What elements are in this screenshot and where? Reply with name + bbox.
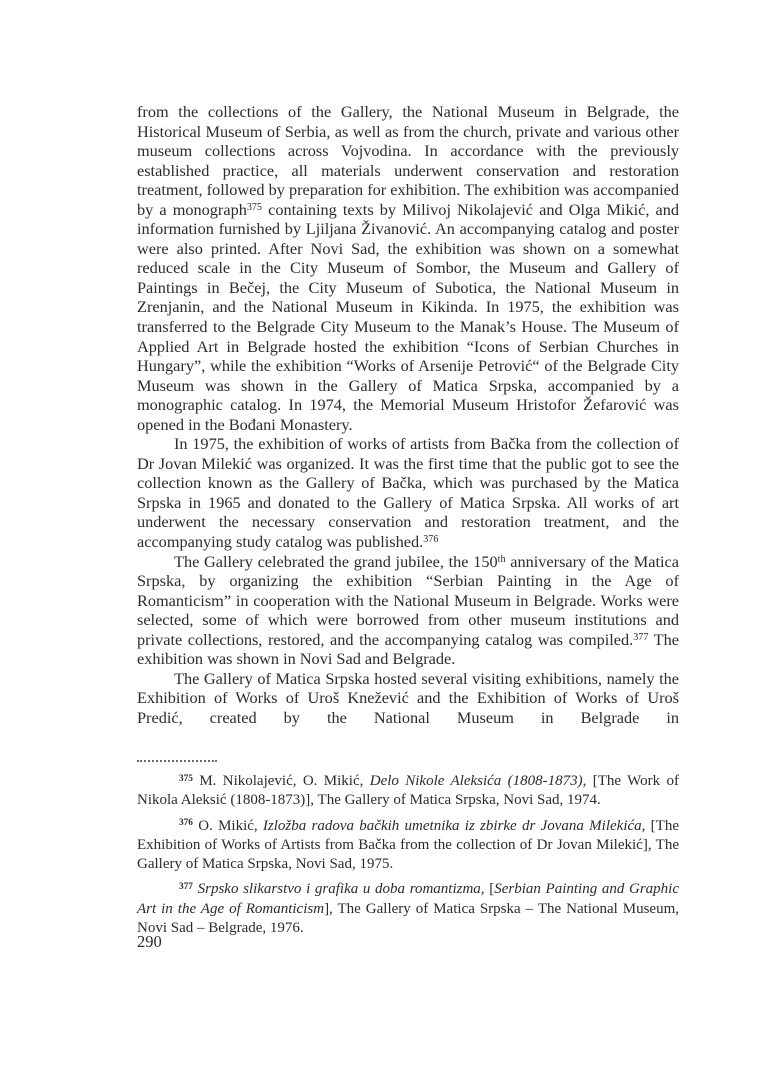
- text-run: The Gallery celebrated the grand jubilee, the 150: [174, 551, 498, 571]
- italic-title: Izložba radova bačkih umetnika iz zbirke dr Jovana Milekića,: [262, 817, 646, 834]
- text-run: [The Work of Nikola Aleksić (1808-1873)], The Gallery of Matica Srpska, Novi Sad, 1974.: [137, 773, 679, 809]
- body-text: [137, 102, 679, 728]
- italic-title: Delo Nikole Aleksića (1808-1873),: [369, 773, 587, 789]
- superscript: 375: [246, 201, 262, 213]
- footnote: [137, 817, 679, 875]
- page-number: 290: [137, 932, 162, 951]
- footnotes: [137, 772, 679, 938]
- footnote-separator: [137, 760, 217, 762]
- footnote: [137, 880, 679, 938]
- italic-title: Serbian Painting and Graphic Art in the Age of Romanticism: [137, 881, 680, 917]
- superscript: 377: [633, 631, 649, 643]
- text-run: M. Nikolajević, O. Mikić,: [192, 773, 370, 789]
- footnote-number: 377: [179, 882, 193, 893]
- text-run: [: [484, 881, 495, 898]
- paragraph: [137, 102, 679, 434]
- footnote-number: 376: [179, 818, 193, 829]
- footnote: [137, 772, 679, 811]
- superscript: 376: [423, 534, 439, 546]
- text-run: [The Exhibition of Works of Artists from Bačka from the collection of Dr Jovan Milekić], The Gallery of Matica Srpska, Novi Sad, 1975.: [137, 817, 679, 873]
- paragraph: [137, 669, 679, 728]
- text-run: anniversary of the Matica Srpska, by organizing the exhibition “Serbian Painting in the Age of Romanticism” in cooperation with the National Museum in Belgrade. Works were selected, some of which were borrowed from other museum institutions and private collections, restored, and the accompanying catalog was compiled.: [137, 551, 679, 649]
- text-run: ], The Gallery of Matica Srpska – The National Museum, Novi Sad – Belgrade, 1976.: [137, 900, 679, 937]
- paragraph: [137, 552, 679, 669]
- text-run: O. Mikić,: [192, 817, 263, 834]
- text-run: The exhibition was shown in Novi Sad and Belgrade.: [137, 629, 679, 669]
- paragraph: [137, 434, 679, 551]
- text-run: from the collections of the Gallery, the National Museum in Belgrade, the Historical Museum of Serbia, as well as from the church, private and various other museum collections across Vojvodina. In accordance with the previously established practice, all materials underwent conservation and restoration treatment, followed by preparation for exhibition. The exhibition was accompanied by a monograph: [137, 102, 679, 219]
- footnote-area: [137, 760, 679, 944]
- italic-title: Srpsko slikarstvo i grafika u doba romantizma,: [197, 881, 485, 898]
- text-run: The Gallery of Matica Srpska hosted several visiting exhibitions, namely the Exhibition of Works of Uroš Knežević and the Exhibition of Works of Uroš Predić, created by the National Museum in Belgrade in: [137, 668, 679, 727]
- text-run: In 1975, the exhibition of works of artists from Bačka from the collection of Dr Jovan Milekić was organized. It was the first time that the public got to see the collection known as the Gallery of Bačka, which was purchased by the Matica Srpska in 1965 and donated to the Gallery of Matica Srpska. All works of art underwent the necessary conservation and restoration treatment, and the accompanying study catalog was published.: [137, 434, 679, 552]
- text-run: containing texts by Milivoj Nikolajević and Olga Mikić, and information furnished by Ljiljana Živanović. An accompanying catalog and poster were also printed. After Novi Sad, the exhibition was shown on a somewhat reduced scale in the City Museum of Sombor, the Museum and Gallery of Paintings in Bečej, the City Museum of Subotica, the National Museum in Zrenjanin, and the National Museum in Kikinda. In 1975, the exhibition was transferred to the Belgrade City Museum to the Manak’s House. The Museum of Applied Art in Belgrade hosted the exhibition “Icons of Serbian Churches in Hungary”, while the exhibition “Works of Arsenije Petrović“ of the Belgrade City Museum was shown in the Gallery of Matica Srpska, accompanied by a monographic catalog. In 1974, the Memorial Museum Hristofor Žefarović was opened in the Bođani Monastery.: [137, 199, 679, 434]
- superscript: th: [497, 553, 506, 565]
- footnote-number: 375: [179, 773, 193, 784]
